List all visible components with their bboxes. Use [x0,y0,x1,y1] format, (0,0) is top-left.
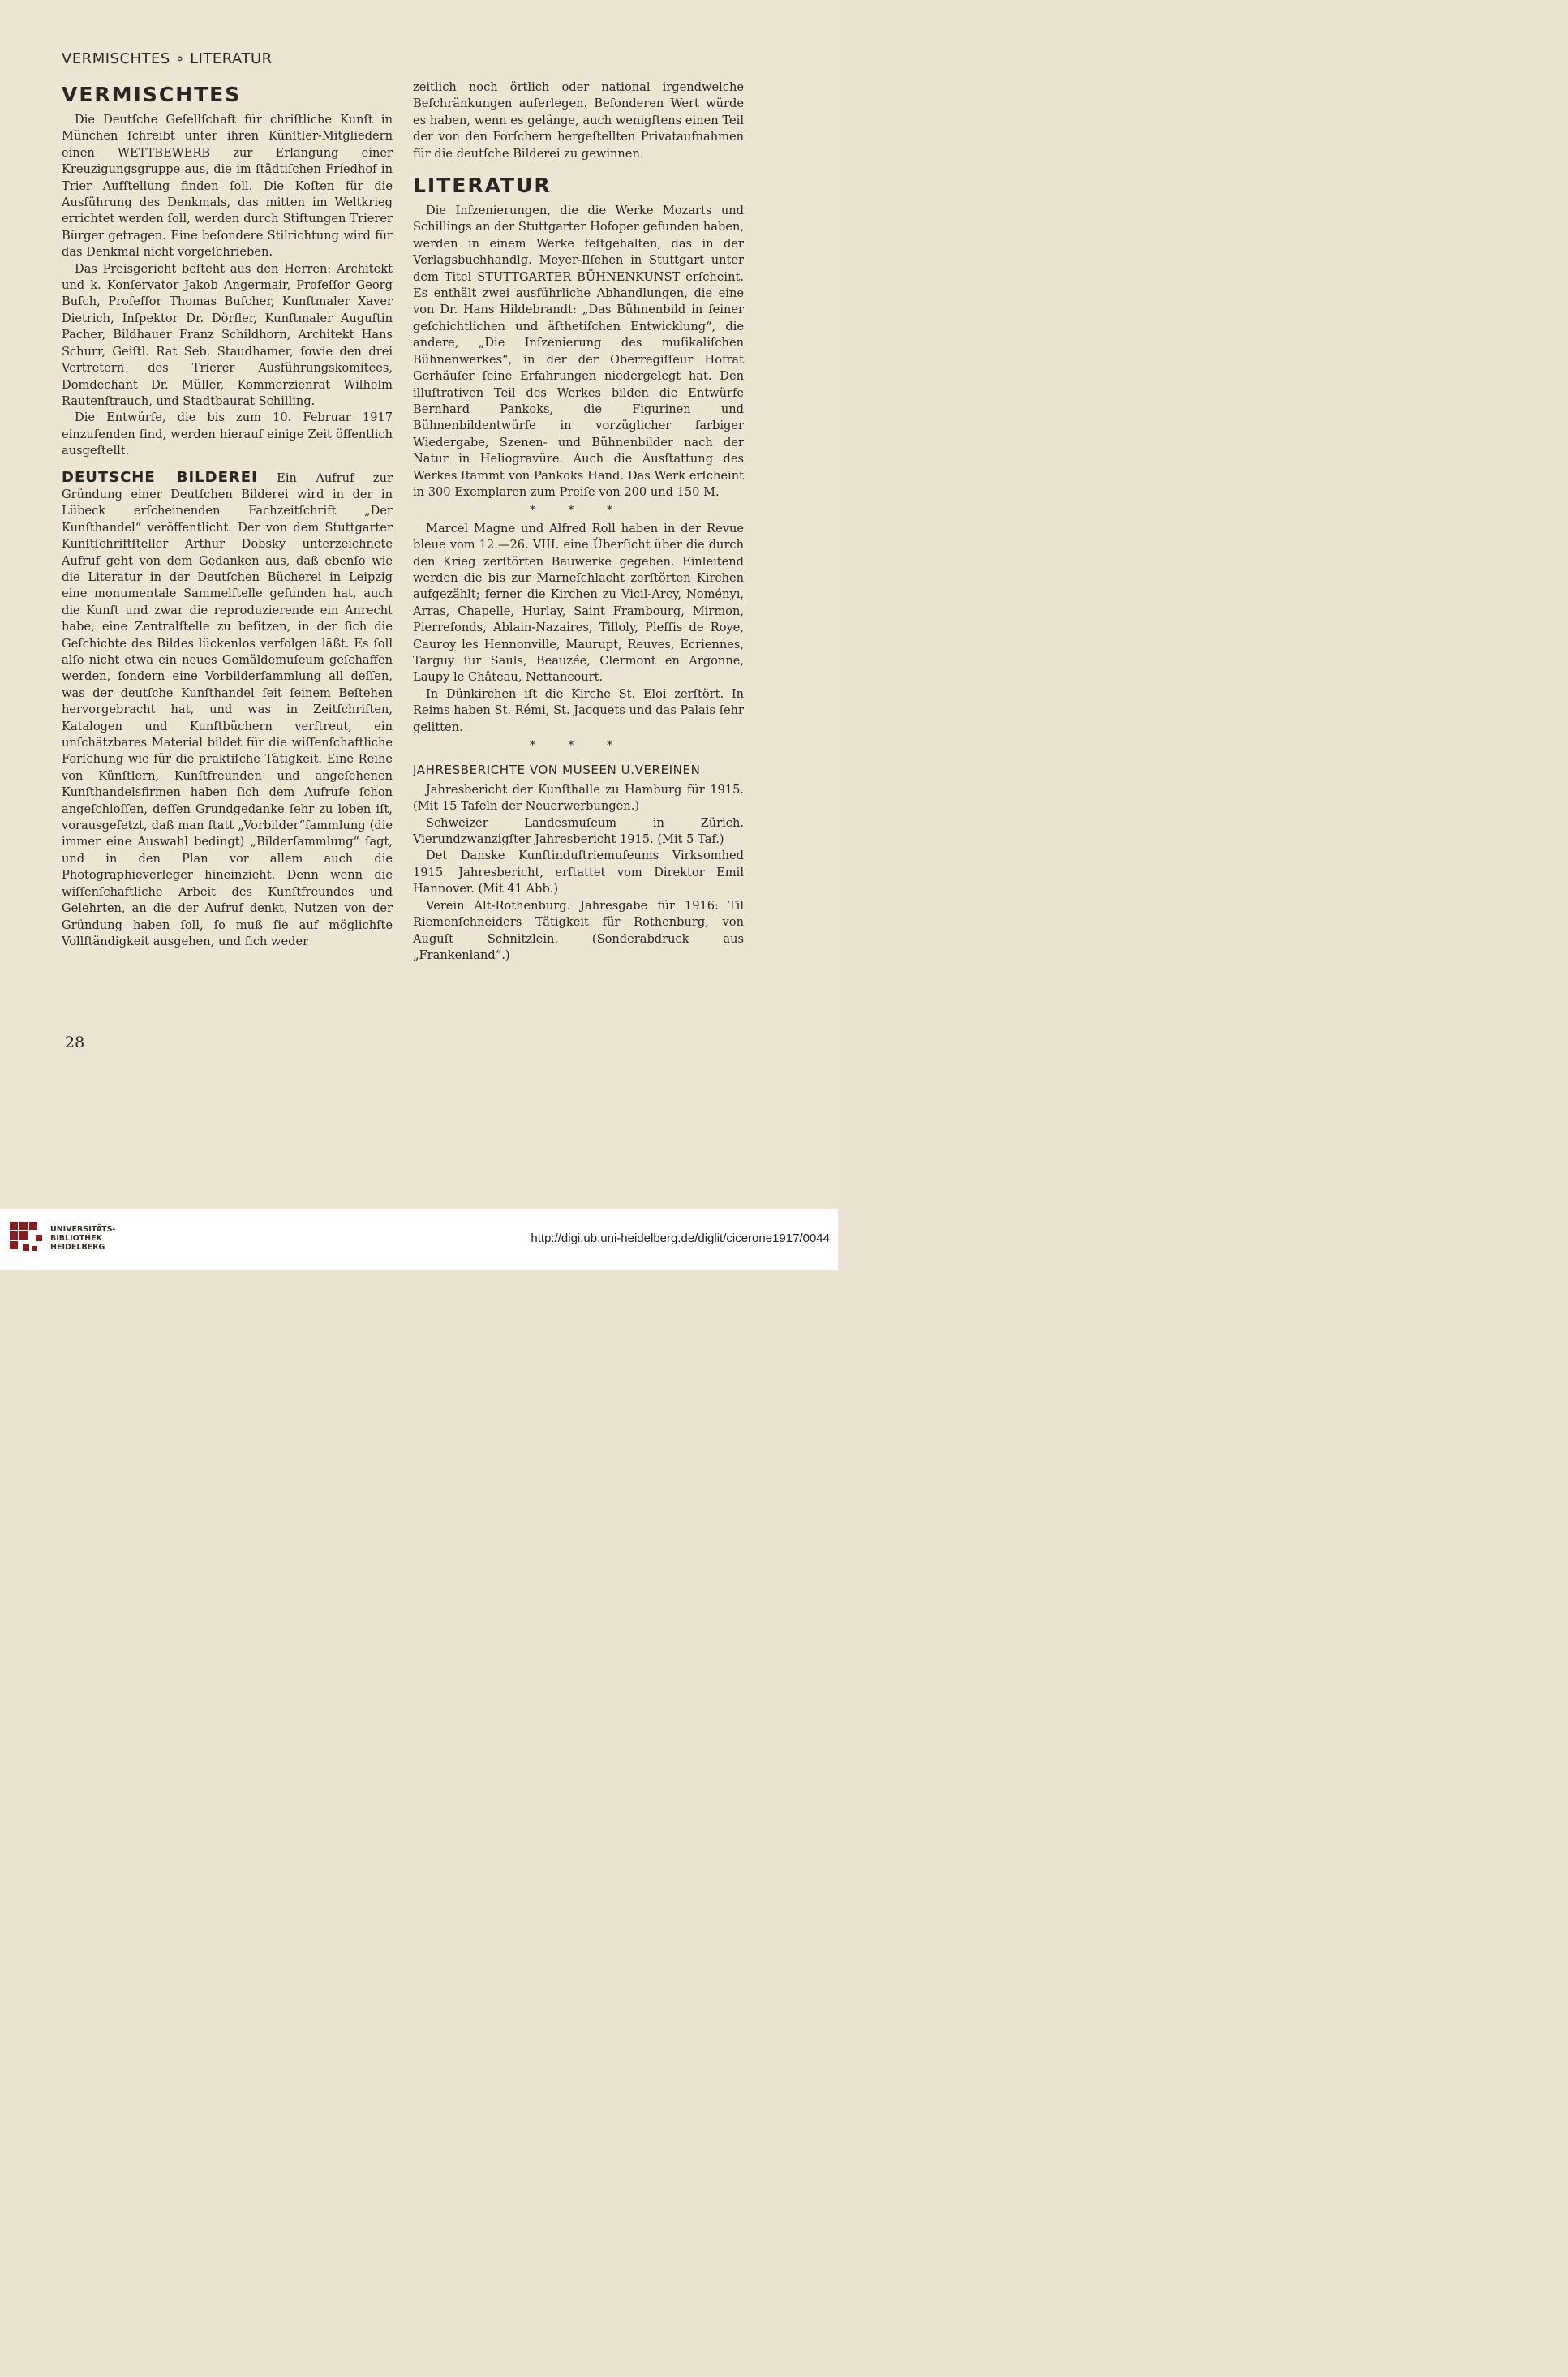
scanned-page [0,0,838,1209]
paragraph-bilderei-continued: zeitlich noch örtlich oder national irgendwelche Beſchränkungen auferlegen. Beſonderen Wert würde es haben, wenn es gelänge, auch wenigſtens einen Teil der von den Forſchern hergeſtellten Privataufnahmen für die deutſche Bilderei zu gewinnen. [413,80,744,161]
section-heading-literatur: LITERATUR [413,174,552,198]
right-column [413,80,744,964]
section-divider-stars-2: * * * [530,739,627,753]
paragraph-preisgericht: Das Preisgericht beſteht aus den Herren: Architekt und k. Konſervator Jakob Angermair, Profeſſor Georg Buſch, Profeſſor Thomas Buſcher, Kunſtmaler Xaver Dietrich, Inſpektor Dr. Dörfler, Kunſtmaler Auguſtin Pacher, Bildhauer Franz Schildhorn, Architekt Hans Schurr, Geiſtl. Rat Seb. Staudhamer, ſowie den drei Vertretern des Trierer Ausführungskomitees, Domdechant Dr. Müller, Kommerzienrat Wilhelm Rautenſtrauch, und Stadtbaurat Schilling. [62,261,393,408]
paragraph-entwuerfe: Die Entwürfe, die bis zum 10. Februar 1917 einzuſenden ſind, werden hierauf einige Zeit öffentlich ausgeſtellt. [62,410,393,458]
paragraph-buehnenkunst: Die Inſzenierungen, die die Werke Mozarts und Schillings an der Stuttgarter Hofoper gefunden haben, werden in einem Werke feſtgehalten, das in der Verlagsbuchhandlg. Meyer-Ilſchen in Stuttgart unter dem Titel STUTTGARTER BÜHNENKUNST erſcheint. Es enthält zwei ausführliche Abhandlungen, die eine von Dr. Hans Hildebrandt: „Das Bühnenbild in ſeiner geſchichtlichen und äſthetiſchen Entwicklung“, die andere, „Die Inſzenierung des muſikaliſchen Bühnenwerkes“, in der der Oberregiſſeur Hofrat Gerhäuſer ſeine Erfahrungen niedergelegt hat. Den illuſtrativen Teil des Werkes bilden die Entwürfe Bernhard Pankoks, die Figurinen und Bühnenbildentwürfe in vorzüglicher farbiger Wiedergabe, Szenen- und Bühnenbilder nach der Natur in Heliogravüre. Auch die Ausſtattung des Werkes ſtammt von Pankoks Hand. Das Werk erſcheint in 300 Exemplaren zum Preiſe von 200 und 150 M. [413,204,744,499]
running-head: VERMISCHTES ∘ LITERATUR [62,50,273,67]
bilderei-text: Ein Aufruf zur Gründung einer Deutſchen Bilderei wird in der in Lübeck erſcheinenden Fachzeitſchrift „Der Kunſthandel“ veröffentlicht. Der von dem Stuttgarter Kunſtſchriftſteller Arthur Dobsky unterzeichnete Aufruf geht von dem Gedanken aus, daß ebenſo wie die Literatur in der Deutſchen Bücherei in Leipzig eine monumentale Sammelſtelle gefunden hat, auch die Kunſt und zwar die reproduzierende ein Anrecht habe, eine Zentralſtelle zu beſitzen, in der ſich die Geſchichte des Bildes lückenlos verfolgen läßt. Es ſoll alſo nicht etwa ein neues Gemäldemuſeum geſchaffen werden, ſondern eine Vorbilderſammlung all deſſen, was der deutſche Kunſthandel ſeit ſeinem Beſtehen hervorgebracht hat, und was in Zeitſchriften, Katalogen und Kunſtbüchern verſtreut, ein unſchätzbares Material bildet für die wiſſenſchaftliche Forſchung wie für die praktiſche Tätigkeit. Eine Reihe von Künſtlern, Kunſtfreunden und angeſehenen Kunſthandelsfirmen haben ſich dem Aufrufe ſchon angeſchloſſen, deſſen Grundgedanke ſehr zu loben iſt, vorausgeſetzt, daß man ſtatt „Vorbilder“ſammlung (die immer eine Auswahl bedingt) „Bilderſammlung“ ſagt, und in den Plan vor allem auch die Photographieverleger hineinzieht. Denn wenn die wiſſenſchaftliche Arbeit des Kunſtfreundes und Gelehrten, an die der Aufruf denkt, Nutzen von der Gründung haben ſoll, ſo muß ſie auf möglichſte Vollſtändigkeit ausgehen, und ſich weder [62,471,393,948]
left-column [62,80,393,950]
library-name: UNIVERSITÄTS- BIBLIOTHEK HEIDELBERG [50,1225,116,1252]
paragraph-wettbewerb: Die Deutſche Geſellſchaft für chriſtliche Kunſt in München ſchreibt unter ihren Künſtler-Mitgliedern einen WETTBEWERB zur Erlangung einer Kreuzigungsgruppe aus, die im ſtädtiſchen Friedhof in Trier Aufſtellung finden ſoll. Die Koſten für die Ausführung des Denkmals, das mitten im Weltkrieg errichtet werden ſoll, werden durch Stiftungen Trierer Bürger getragen. Eine beſondere Stilrichtung wird für das Denkmal nicht vorgeſchrieben. [62,113,393,260]
entry-kunstindustriemuseum: Det Danske Kunſtinduſtriemuſeums Virksomhed 1915. Jahresbericht, erſtattet vom Direktor Emil Hannover. (Mit 41 Abb.) [413,849,744,896]
paragraph-revue-bleue: Marcel Magne und Alfred Roll haben in der Revue bleue vom 12.—26. VIII. eine Überſicht über die durch den Krieg zerſtörten Bauwerke gegeben. Einleitend werden die bis zur Marneſchlacht zerſtörten Kirchen aufgezählt; ferner die Kirchen zu Vicil-Arcy, Noményı, Arras, Chapelle, Hurlay, Saint Frambourg, Mirmon, Pierrefonds, Ablain-Nazaires, Tilloly, Pleſſis de Roye, Cauroy les Hennonville, Maurupt, Reuves, Ecriennes, Targuy ſur Sauls, Beauzée, Clermont en Argonne, Laupy le Château, Nettancourt. [413,521,744,685]
entry-zuerich: Schweizer Landesmuſeum in Zürich. Vierundzwanzigſter Jahresbericht 1915. (Mit 5 Taf.) [413,815,744,847]
section-divider-stars: * * * [530,504,627,518]
library-footer [0,1209,838,1270]
source-url-link[interactable]: http://digi.ub.uni-heidelberg.de/diglit/cicerone1917/0044 [531,1231,830,1245]
entry-hamburg: Jahresbericht der Kunſthalle zu Hamburg für 1915. (Mit 15 Tafeln der Neuerwerbungen.) [413,782,744,814]
inline-heading-deutsche-bilderei: DEUTSCHE BILDEREI [62,468,258,486]
university-library-logo-icon [8,1220,45,1257]
paragraph-deutsche-bilderei [62,470,393,951]
subheading-jahresberichte: JAHRESBERICHTE VON MUSEEN U.VEREINEN [413,763,701,778]
entry-alt-rothenburg: Verein Alt-Rothenburg. Jahresgabe für 1916: Til Riemenſchneiders Tätigkeit für Rothenburg, von Auguſt Schnitzlein. (Sonderabdruck aus „Frankenland“.) [413,898,744,962]
section-heading-vermischtes: VERMISCHTES [62,83,242,106]
paragraph-duenkirchen: In Dünkirchen iſt die Kirche St. Eloi zerſtört. In Reims haben St. Rémi, St. Jacquets und das Palais ſehr gelitten. [413,686,744,734]
page-number: 28 [65,1034,85,1051]
